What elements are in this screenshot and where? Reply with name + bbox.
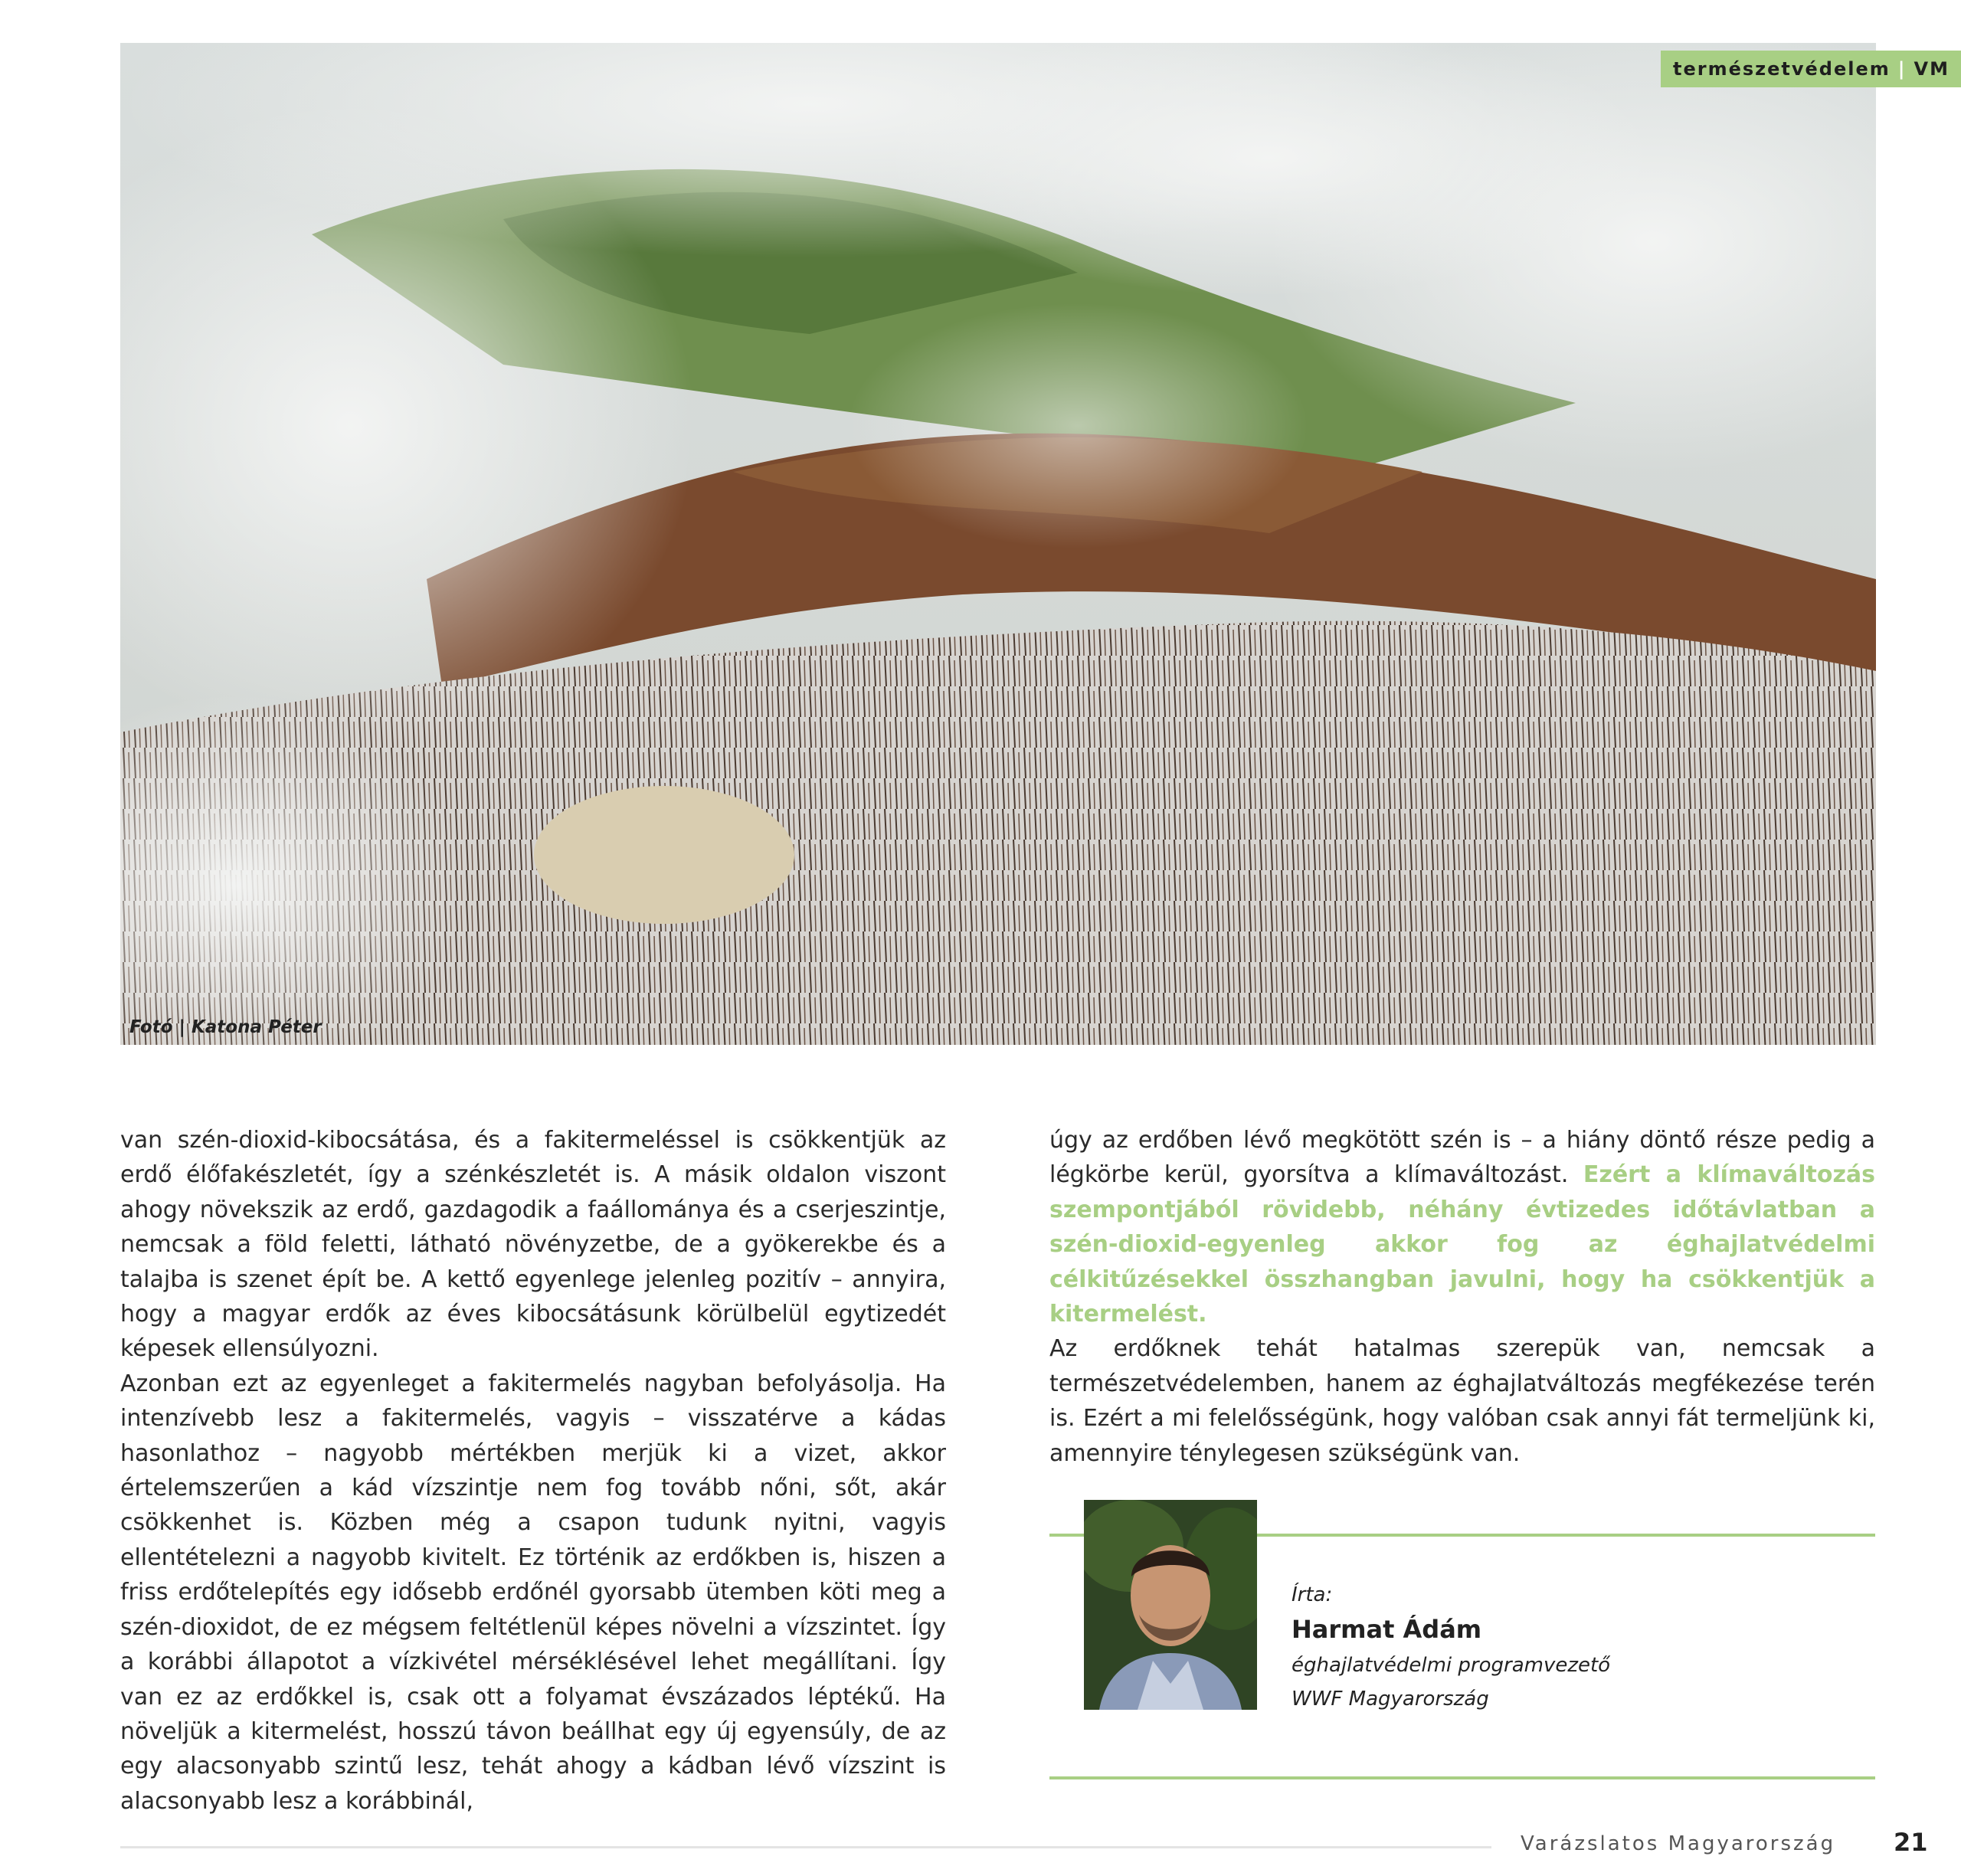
paragraph: Azonban ezt az egyenleget a fakitermelés nagyban befolyásolja. Ha intenzívebb lesz a fakitermelés, vagyis – visszatérve a kádas hasonlathoz – nagyobb mértékben merjük ki a vizet, akkor értelemszerűen a kád vízszintje nem fog tovább nőni, sőt, akár csökkenhet is. Közben még a csapon tudunk nyitni, vagyis ellentételezni a nagyobb kivitelt. Ez történik az erdőkben is, hiszen a friss erdőtelepítés egy idősebb erdőnél gyorsabb ütemben köti meg a szén-dioxidot, de ez mégsem feltétlenül képes növelni a vízszintet. Így a korábbi állapotot a vízkivétel mérséklésével lehet megállítani. Így van ez az erdőkkel is, csak ott a folyamat évszázados léptékű. Ha növeljük a kitermelést, hosszú távon beállhat egy új egyensúly, de az egy alacsonyabb szintű lesz, tehát ahogy a kádban lévő vízszint is alacsonyabb lesz a korábbinál,	[120, 1370, 946, 1815]
page-number: 21	[1894, 1828, 1928, 1857]
author-role: éghajlatvédelmi programvezető	[1292, 1654, 1611, 1677]
author-name: Harmat Ádám	[1292, 1615, 1482, 1644]
section-tag	[1661, 51, 1961, 87]
author-organization: WWF Magyarország	[1292, 1688, 1489, 1711]
paragraph: Az erdőknek tehát hatalmas szerepük van, nemcsak a természetvédelemben, hanem az éghajlatváltozás megfékezése terén is. Ezért a mi felelősségünk, hogy valóban csak annyi fát termeljünk ki, amennyire ténylegesen szükségünk van.	[1049, 1335, 1875, 1467]
brand-label: VM	[1914, 58, 1950, 80]
paragraph: van szén-dioxid-kibocsátása, és a fakitermeléssel is csökkentjük az erdő élőfakészletét, így a szénkészletét is. A másik oldalon viszont ahogy növekszik az erdő, gazdagodik a faállománya és a cserjeszintje, nemcsak a föld feletti, látható növényzetbe, de a gyökerekbe és a talajba is szenet épít be. A kettő egyenlege jelenleg pozitív – annyira, hogy a magyar erdők az éves kibocsátásunk körülbelül egytizedét képesek ellensúlyozni.	[120, 1127, 946, 1363]
highlighted-quote: Ezért a klímaváltozás szempontjából rövidebb, néhány évtizedes időtávlatban a szén-dioxid-egyenleg akkor fog az éghajlatvédelmi célkitűzésekkel összhangban javulni, hogy ha csökkentjük a kitermelést.	[1049, 1161, 1875, 1328]
paragraph	[1049, 1123, 1875, 1331]
magazine-name: Varázslatos Magyarország	[1521, 1832, 1836, 1855]
paragraph-text: úgy az erdőben lévő megkötött szén is – a hiány döntő része pedig a légkörbe kerül, gyorsítva a klímaváltozást.	[1049, 1127, 1875, 1189]
photo-credit: Fotó | Katona Péter	[129, 1017, 322, 1037]
aerial-forest-fog-image	[120, 43, 1876, 1045]
author-portrait-image	[1084, 1500, 1257, 1710]
author-info	[1292, 1580, 1610, 1716]
author-photo	[1084, 1500, 1257, 1710]
section-label: természetvédelem	[1673, 58, 1891, 80]
article-column-right	[1049, 1123, 1875, 1471]
author-label: Írta:	[1292, 1583, 1333, 1606]
footer-rule	[120, 1846, 1491, 1848]
article-column-left	[120, 1123, 946, 1819]
section-separator: |	[1897, 58, 1907, 80]
forest-photo	[120, 43, 1876, 1045]
author-divider-bottom	[1049, 1776, 1875, 1779]
